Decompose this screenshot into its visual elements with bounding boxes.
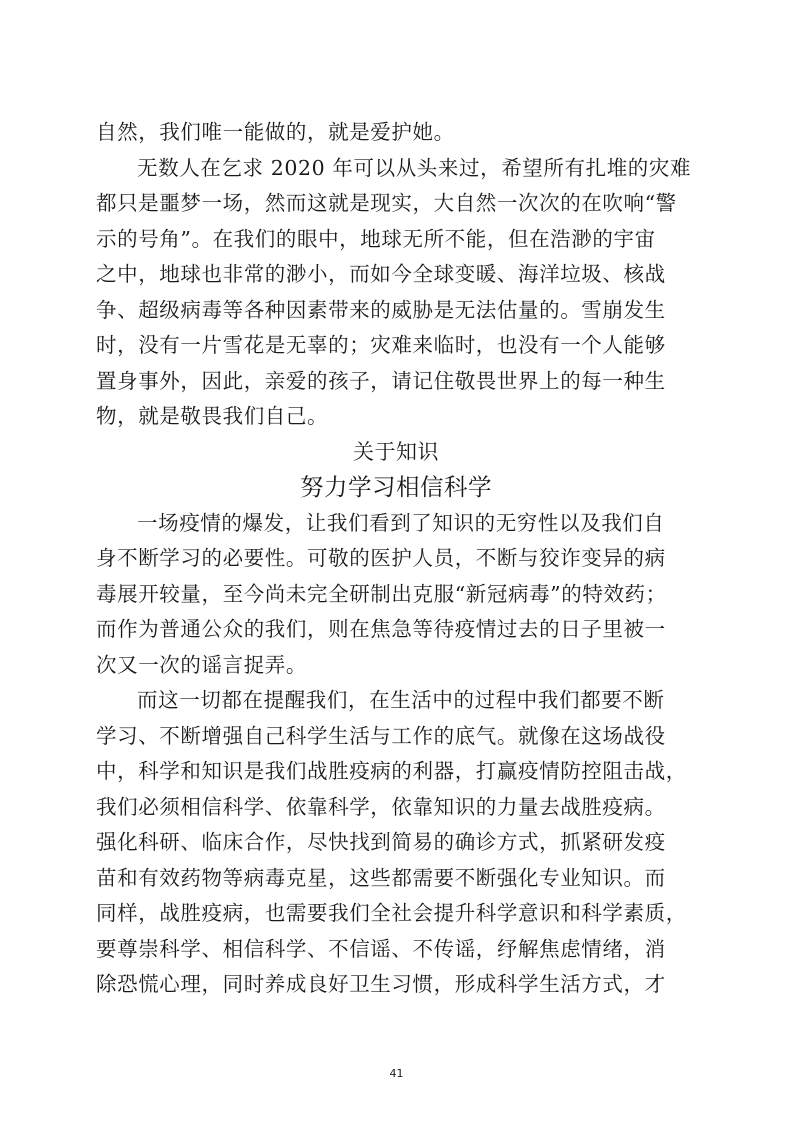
document-body [96, 115, 696, 1003]
paragraph-line: 自然，我们唯一能做的，就是爱护她。 [96, 120, 455, 144]
section-subtitle: 努力学习相信科学 [300, 473, 492, 501]
paragraph-line: 除恐慌心理，同时养成良好卫生习惯，形成科学生活方式，才 [96, 972, 666, 996]
paragraph-line: 一场疫情的爆发，让我们看到了知识的无穷性以及我们自 [137, 510, 665, 535]
paragraph-line: 之中，地球也非常的渺小，而如今全球变暖、海洋垃圾、核战 [96, 262, 666, 286]
paragraph-line: 争、超级病毒等各种因素带来的威胁是无法估量的。雪崩发生 [96, 297, 666, 322]
paragraph-line: 学习、不断增强自己科学生活与工作的底气。就像在这场战役 [96, 723, 666, 748]
paragraph-line: 中，科学和知识是我们战胜疫病的利器，打赢疫情防控阻击战， [96, 759, 687, 783]
paragraph-line: 置身事外，因此，亲爱的孩子，请记住敬畏世界上的每一种生 [96, 368, 666, 393]
page-number: 41 [389, 1067, 404, 1080]
paragraph-line: 示的号角”。在我们的眼中，地球无所不能，但在浩渺的宇宙 [96, 226, 656, 251]
paragraph-line: 而作为普通公众的我们，则在焦急等待疫情过去的日子里被一 [96, 617, 666, 641]
paragraph-line: 而这一切都在提醒我们，在生活中的过程中我们都要不断 [137, 688, 665, 712]
paragraph-line: 都只是噩梦一场，然而这就是现实，大自然一次次的在吹响“警 [96, 191, 677, 215]
section-title: 关于知识 [353, 439, 439, 464]
paragraph-line: 无数人在乞求 2020 年可以从头来过，希望所有扎堆的灾难 [137, 155, 692, 180]
paragraph-line: 我们必须相信科学、依靠科学，依靠知识的力量去战胜疫病。 [96, 794, 666, 819]
paragraph-line: 强化科研、临床合作，尽快找到简易的确诊方式，抓紧研发疫 [96, 830, 666, 854]
paragraph-line: 要尊崇科学、相信科学、不信谣、不传谣，纾解焦虑情绪，消 [96, 936, 666, 961]
paragraph-line: 物，就是敬畏我们自己。 [96, 404, 329, 428]
paragraph-line: 同样，战胜疫病，也需要我们全社会提升科学意识和科学素质， [96, 901, 687, 925]
paragraph-line: 次又一次的谣言捉弄。 [96, 652, 307, 677]
paragraph-line: 身不断学习的必要性。可敬的医护人员，不断与狡诈变异的病 [96, 546, 666, 570]
paragraph-line: 苗和有效药物等病毒克星，这些都需要不断强化专业知识。而 [96, 865, 666, 890]
paragraph-line: 时，没有一片雪花是无辜的；灾难来临时，也没有一个人能够 [96, 333, 666, 357]
paragraph-line: 毒展开较量，至今尚未完全研制出克服“新冠病毒”的特效药； [96, 581, 667, 606]
